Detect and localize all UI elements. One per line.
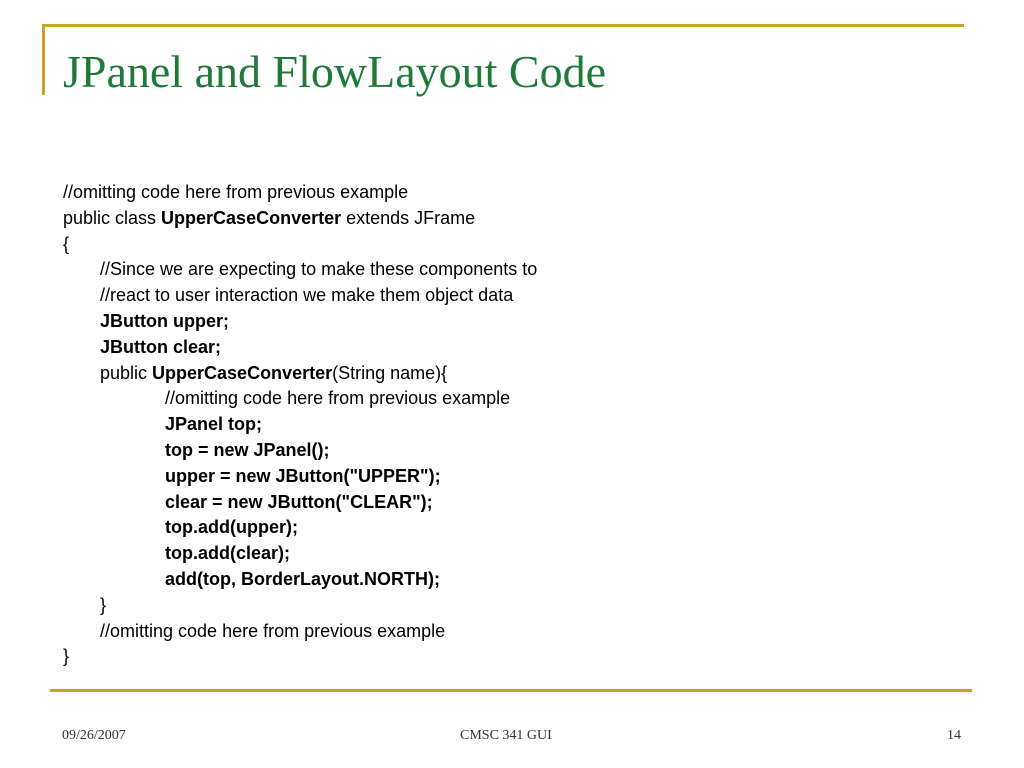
left-accent-rule — [42, 24, 45, 95]
code-text: //omitting code here from previous example — [100, 620, 446, 641]
code-text-bold: clear = new JButton("CLEAR"); — [165, 491, 433, 512]
code-text: { — [63, 233, 70, 254]
code-text-bold: JPanel top; — [165, 414, 263, 435]
code-text: //Since we are expecting to make these components to — [100, 259, 538, 280]
code-line — [63, 206, 537, 232]
code-line — [63, 490, 537, 516]
code-text: //react to user interaction we make them object data — [100, 285, 514, 306]
code-line — [63, 232, 537, 258]
code-text: public — [100, 362, 153, 383]
code-block — [63, 180, 537, 670]
code-line — [63, 180, 537, 206]
code-line — [63, 361, 537, 387]
code-text: extends JFrame — [341, 207, 476, 228]
code-text-bold: add(top, BorderLayout.NORTH); — [165, 568, 440, 589]
code-text-bold: JButton clear; — [100, 336, 222, 357]
footer-course: CMSC 341 GUI — [460, 728, 552, 743]
code-line — [63, 515, 537, 541]
code-line — [63, 412, 537, 438]
footer-rule — [50, 689, 972, 692]
code-line — [63, 644, 537, 670]
code-line — [63, 386, 537, 412]
code-text: } — [63, 646, 70, 667]
code-text-bold: top.add(upper); — [165, 517, 298, 538]
code-line — [63, 619, 537, 645]
code-text: } — [100, 594, 107, 615]
top-accent-rule — [42, 24, 964, 27]
code-text-bold: UpperCaseConverter — [152, 362, 333, 383]
slide-title: JPanel and FlowLayout Code — [63, 46, 606, 97]
code-text-bold: upper = new JButton("UPPER"); — [165, 465, 441, 486]
code-text-bold: top = new JPanel(); — [165, 439, 330, 460]
footer-page-number: 14 — [947, 728, 961, 743]
code-text-bold: JButton upper; — [100, 310, 229, 331]
code-line — [63, 257, 537, 283]
code-text-bold: UpperCaseConverter — [161, 207, 342, 228]
code-line — [63, 593, 537, 619]
code-text: (String name){ — [332, 362, 448, 383]
code-text: //omitting code here from previous example — [63, 182, 409, 202]
code-line — [63, 567, 537, 593]
code-text: public class — [63, 207, 162, 228]
code-line — [63, 309, 537, 335]
code-line — [63, 283, 537, 309]
code-text: //omitting code here from previous example — [165, 388, 511, 409]
code-line — [63, 464, 537, 490]
code-text-bold: top.add(clear); — [165, 543, 291, 564]
code-line — [63, 335, 537, 361]
code-line — [63, 438, 537, 464]
footer-date: 09/26/2007 — [62, 728, 126, 743]
code-line — [63, 541, 537, 567]
